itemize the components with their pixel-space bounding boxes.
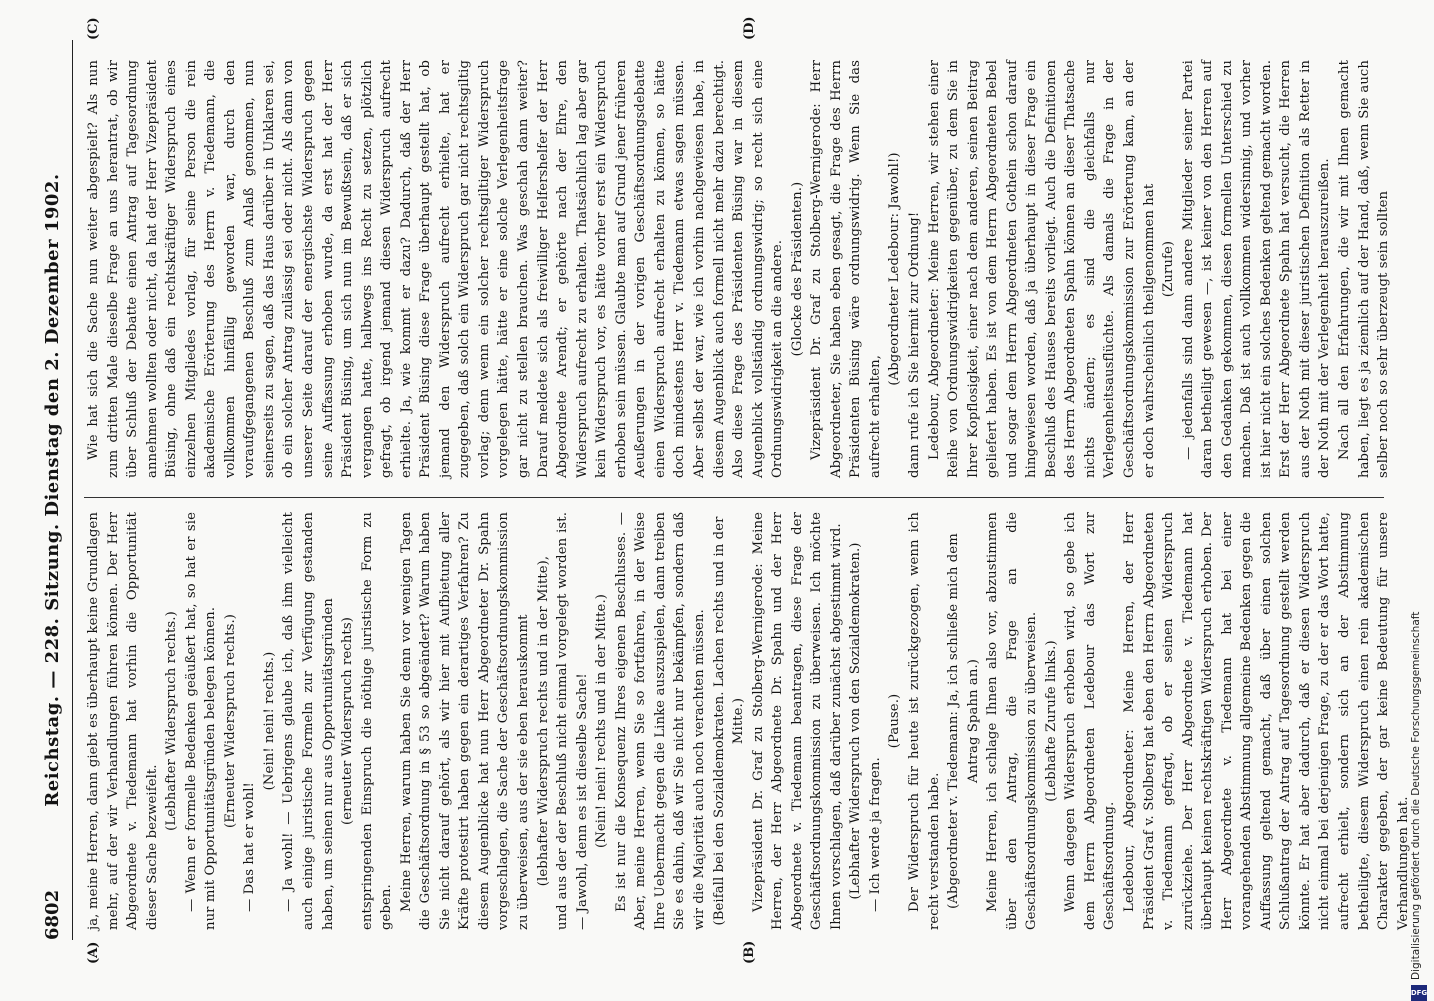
paragraph: Vizepräsident Dr. Graf zu Stolberg-Wernigerode: Herr Abgeordneter, Sie haben eben gesagt, die Frage des Herrn Präsidenten Büsing wäre ordnungswidrig. Wenn Sie das aufrecht erhalten, [809,60,883,478]
paragraph: Ledebour, Abgeordneter: Meine Herren, wir stehen einer Reihe von Ordnungswidrigkeiten gegenüber, zu dem Sie in Ihrer Kopflosigkeit, einer nach dem anderen, seinen Beitrag geliefert haben. Es ist von dem Herrn Abgeordneten Bebel und sogar dem Herrn Abgeordneten Gothein schon darauf hingewiesen worden, daß ja überhaupt in dieser Frage ein Beschluß des Hauses bereits vorliegt. Auch die Definitionen des Herrn Abgeordneten Spahn können an dieser Thatsache nichts ändern; es sind die gleichfalls nur Verlegenheitsausflüchte. Als damals die Frage in der Geschäftsordnungskommission zur Erörterung kam, an der er doch wahrscheinlich theilgenommen hat [926,60,1157,478]
paragraph: — Das hat er wohl! [242,782,258,912]
paragraph: Meine Herren, ich schlage Ihnen also vor, abzustimmen über den Antrag, die Frage an die Geschäftsordnungskommission zu überweisen. [985,512,1040,930]
paragraph: dann rufe ich Sie hiermit zur Ordnung! [906,211,922,478]
digitization-note: Digitalisierung gefördert durch die Deutsche Forschungsgemeinschaft [1410,611,1422,980]
paragraph: (Lebhafter Widerspruch von den Sozialdemokraten.) [848,542,864,900]
paragraph: (Erneuter Widerspruch rechts.) [222,613,238,829]
page-number: 6802 [42,889,63,940]
margin-mark-d: (D) [742,16,757,40]
paragraph: Wie hat sich die Sache nun weiter abgespielt? Als nun zum dritten Male dieselbe Frage an uns herantrat, ob wir über Schluß der Debatte einen Antrag auf Tagesordnung annehmen wollten oder nicht, da hat der Herr Vizepräsident Büsing, ohne daß ein rechtskräftiger Widerspruch eines einzelnen Mitgliedes vorlag, für seine Person die rein akademische Erörterung des Herrn v. Tiedemann, die vollkommen hinfällig geworden war, durch den voraufgegangenen Beschluß zum Anlaß genommen, nun seinerseits zu sagen, daß das Haus darüber in Unklaren sei, ob ein solcher Antrag zulässig sei oder nicht. Als dann von unserer Seite darauf der energischste Widerspruch gegen seine Auffassung erhoben wurde, da erst hat der Herr Präsident Büsing, um sich nun im Bewußtsein, daß er sich vergangen hatte, halbwegs ins Recht zu setzen, plötzlich gefragt, ob irgend jemand diesen Widerspruch aufrecht erhielte. Ja, wie kommt er dazu? Dadurch, daß der Herr Präsident Büsing diese Frage überhaupt gestellt hat, ob jemand den Widerspruch aufrecht erhielte, hat er zugegeben, daß solch ein Widerspruch gar nicht rechtsgiltig vorlag; denn wenn ein solcher rechtsgiltiger Widerspruch vorgelegen hätte, hätte er eine solche Verlegenheitsfrage gar nicht zu stellen brauchen. Was geschah dann weiter? Darauf meldete sich als freiwilliger Helfershelfer der Herr Abgeordnete Arendt; er gehörte nach der Ehre, den Widerspruch aufrecht zu erhalten. Thatsächlich lag aber gar kein Widerspruch vor, es hätte vorher erst ein Widerspruch erhoben sein müssen. Glaubte man auf Grund jener früheren Aeußerungen in der vorigen Geschäftsordnungsdebatte einen Widerspruch aufrecht erhalten zu können, so hätte doch mindestens Herr v. Tiedemann etwas sagen müssen. Aber selbst der war, wie ich vorhin nachgewiesen habe, in diesem Augenblick auch formell nicht mehr dazu berechtigt. Also diese Frage des Präsidenten Büsing war in diesem Augenblick vollständig ordnungswidrig; so recht sich eine Ordnungswidrigkeit an die andere. [86,60,786,478]
paragraph: Nach all den Erfahrungen, die wir mit Ihnen gemacht haben, liegt es ja ziemlich auf der Hand, daß, wenn Sie auch selber noch so sehr überzeugt sein sollten [1337,60,1392,478]
margin-mark-b: (B) [742,940,757,964]
paragraph: — Ja wohl! — Uebrigens glaube ich, daß ihm vielleicht auch einige juristische Formeln zur Verfügung gestanden haben, um seinen nur aus Opportunitätsgründen [281,512,336,930]
column-divider [84,497,1384,498]
paragraph: (Abgeordneter v. Tiedemann: Ja, ich schließe mich dem Antrag Spahn an.) [946,533,981,909]
paragraph: (Nein! nein! rechts.) [261,651,277,791]
paragraph: (Pause.) [887,693,903,749]
paragraph: (Zurufe) [1161,240,1177,298]
paragraph: (Lebhafter Widerspruch rechts.) [164,611,180,831]
paragraph: Der Widerspruch für heute ist zurückgezogen, wenn ich recht verstanden habe. [906,512,942,930]
paragraph: — Ich werde ja fragen. [867,757,883,912]
paragraph: (erneuter Widerspruch rechts) [340,617,356,825]
paragraph: (Lebhafte Zurufe links.) [1043,640,1059,802]
paragraph: Vizepräsident Dr. Graf zu Stolberg-Wernigerode: Meine Herren, der Herr Abgeordnete Dr. Spahn und der Herr Abgeordnete v. Tiedemann beantragen, diese Frage der Geschäftsordnungskommission zu überweisen. Ich möchte Ihnen vorschlagen, daß darüber zunächst abgestimmt wird. [750,512,844,930]
paragraph: entspringenden Einspruch die nöthige juristische Form zu geben. [359,512,395,930]
paragraph: (Nein! nein! rechts und in der Mitte.) [594,594,610,848]
paragraph: und aus der der Beschluß nicht einmal vorgelegt worden ist. — Jawohl, denn es ist dieselbe Sache! [555,512,590,930]
page-title: Reichstag. — 228. Sitzung. Dienstag den 2. Dezember 1902. [42,173,63,807]
paragraph: Wenn dagegen Widerspruch erhoben wird, so gebe ich dem Herrn Abgeordneten Ledebour das Wort zur Geschäftsordnung. [1063,512,1118,930]
page-header [38,40,73,940]
right-column [84,60,1394,478]
margin-mark-c: (C) [86,17,101,40]
paragraph: Es ist nur die Konsequenz Ihres eigenen Beschlusses. — Aber, meine Herren, wenn Sie so fortfahren, in der Weise Ihre Uebermacht gegen die Linke auszuspielen, dann treiben Sie es dahin, daß wir Sie nicht nur bekämpfen, sondern daß wir die Majorität auch noch verachten müssen. [613,512,707,930]
paragraph: Meine Herren, warum haben Sie denn vor wenigen Tagen die Geschäftsordnung in § 53 so abgeändert? Warum haben Sie nicht darauf gehört, als wir hier mit Aufbietung aller Kräfte protestirt haben gegen ein derartiges Verfahren? Zu diesem Augenblicke hat nun Herr Abgeordneter Dr. Spahn vorgeschlagen, die Sache der Geschäftsordnungskommission zu überweisen, aus der sie eben herauskommt [398,512,532,930]
paragraph: — Wenn er formelle Bedenken geäußert hat, so hat er sie nur mit Opportunitätsgründen belegen können. [183,512,219,930]
paragraph: (lebhafter Widerspruch rechts und in der Mitte), [535,555,551,887]
paragraph: ja, meine Herren, dann giebt es überhaupt keine Grundlagen mehr, auf der wir Verhandlungen führen können. Der Herr Abgeordnete v. Tiedemann hat vorhin die Opportunität dieser Sache bezweifelt. [86,512,160,930]
paragraph: (Glocke des Präsidenten.) [789,181,805,357]
dfg-logo: DFG [1411,985,1427,1001]
paragraph: (Beifall bei den Sozialdemokraten. Lachen rechts und in der Mitte.) [711,516,747,926]
paragraph: Ledebour, Abgeordneter: Meine Herren, der Herr Präsident Graf v. Stolberg hat eben den Herrn Abgeordneten v. Tiedemann gefragt, ob er seinen Widerspruch zurückziehe. Der Herr Abgeordnete v. Tiedemann hat überhaupt keinen rechtskräftigen Widerspruch erhoben. Der Herr Abgeordnete v. Tiedemann hat bei einer vorangehenden Abstimmung allgemeine Bedenken gegen die Auffassung geltend gemacht, daß über einen solchen Schlußantrag der Antrag auf Tagesordnung gestellt werden könnte. Er hat aber dadurch, daß er diesen Widerspruch nicht einmal bei derjenigen Frage, zu der er das Wort hatte, aufrecht erhielt, sondern sich an der Abstimmung betheiligte, diesem Widerspruch einen rein akademischen Charakter gegeben, der gar keine Bedeutung für unsere Verhandlungen hat. [1121,512,1411,930]
paragraph: — jedenfalls sind dann andere Mitglieder seiner Partei daran betheiligt gewesen —, ist keiner von den Herren auf den Gedanken gekommen, diesen formellen Unterschied zu machen. Daß ist auch vollkommen widersinnig, und vorher ist hier nicht ein solches Bedenken geltend gemacht worden. Erst der Herr Abgeordnete Spahn hat versucht, die Herren aus der Noth mit dieser juristischen Definition als Retter in der Noth mit der Verlegenheit herauszureißen. [1180,60,1333,478]
margin-mark-a: (A) [86,941,101,964]
left-column [84,512,1413,930]
paragraph: (Abgeordneter Ledebour: Jawohl!) [887,152,903,386]
